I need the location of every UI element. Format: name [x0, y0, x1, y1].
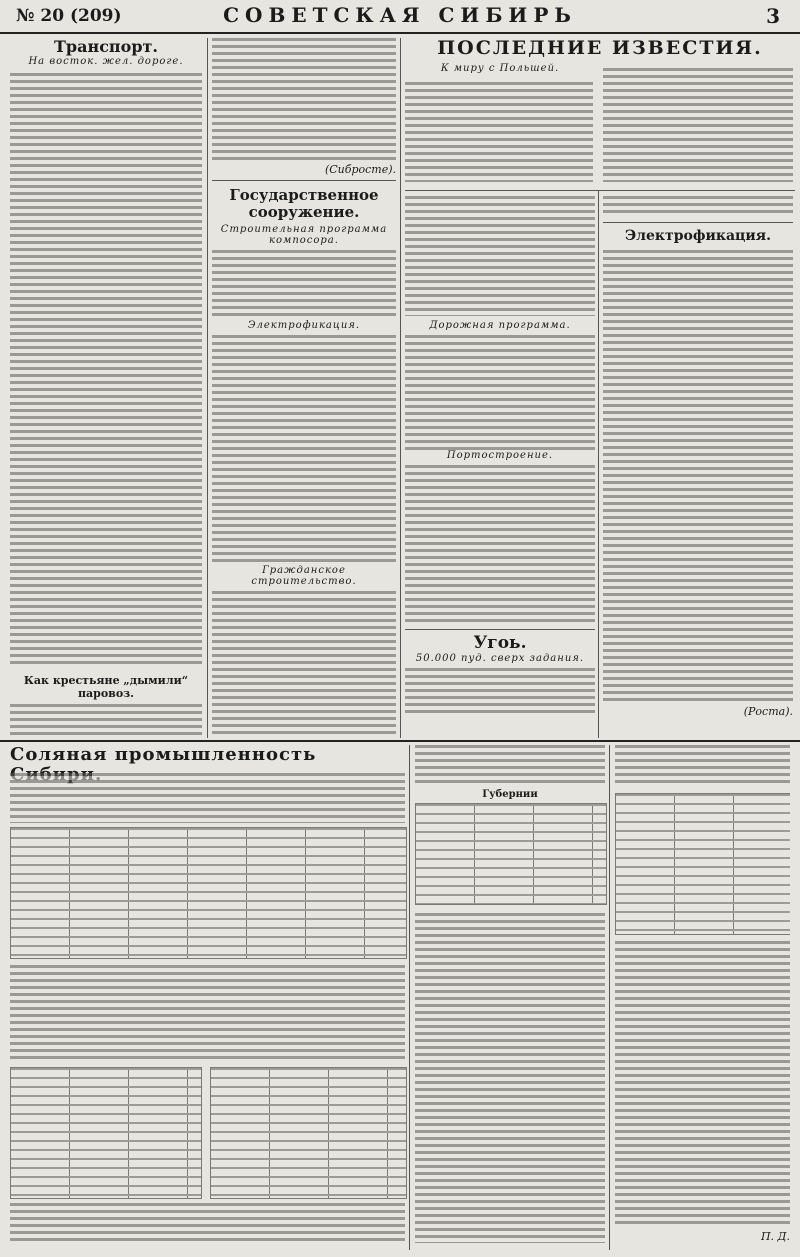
- salt-table-2: [10, 1067, 202, 1199]
- masthead: [0, 0, 800, 34]
- right-text-2: [615, 941, 790, 1226]
- salt-text-2: [10, 965, 405, 1060]
- construction-heading: Государственное сооружение.: [229, 186, 379, 221]
- road-text: [405, 335, 595, 450]
- column-construction: [212, 38, 396, 738]
- electro-text: [212, 335, 396, 565]
- peasants-article-text: [10, 704, 202, 738]
- road-subheading: Дорожная программа.: [429, 320, 571, 331]
- column-electrification: [603, 196, 793, 736]
- coal-heading: Угоь.: [473, 633, 527, 653]
- port-text: [405, 465, 595, 625]
- carryover-text-right: [603, 196, 793, 216]
- mid-text-1: [415, 745, 605, 785]
- coal-plan-text: [405, 196, 595, 316]
- salt-footnotes: [10, 1203, 405, 1245]
- electrification-text: [603, 250, 793, 705]
- column-rule: [598, 190, 599, 738]
- column-rule: [609, 745, 610, 1250]
- mid-text-2: [415, 913, 605, 1243]
- coal-text: [405, 668, 595, 716]
- city-subheading: Гражданское строительство.: [251, 565, 357, 587]
- column-rule: [207, 38, 208, 738]
- latest-news-heading: ПОСЛЕДНИЕ ИЗВЕСТИЯ.: [437, 38, 763, 59]
- workers-table: [615, 793, 790, 935]
- column-coal: [405, 196, 595, 736]
- sibrosta-signature: (Сибросте).: [324, 163, 396, 176]
- port-subheading: Портостроение.: [446, 450, 554, 461]
- right-text-1: [615, 745, 790, 785]
- transport-heading: Транспорт.: [54, 38, 158, 56]
- rosta-signature: (Роста).: [743, 705, 793, 719]
- program-subheading: Строительная программа компосора.: [220, 224, 388, 246]
- peasants-article-title: Как крестьяне „дымили“ паровоз.: [23, 673, 189, 700]
- salt-table-3: [210, 1067, 407, 1199]
- poland-text: [405, 82, 593, 182]
- page-number: 3: [766, 4, 780, 28]
- city-text: [212, 591, 396, 738]
- electrification-heading: Электрофикация.: [625, 228, 771, 244]
- news-right-text: [603, 68, 793, 182]
- newspaper-title: СОВЕТСКАЯ СИБИРЬ: [223, 3, 577, 27]
- program-text: [212, 250, 396, 320]
- salt-table-1: [10, 827, 407, 959]
- coal-subheading: 50.000 пуд. сверх задания.: [415, 652, 585, 664]
- column-transport: [10, 38, 202, 738]
- governorates-table: [415, 803, 607, 905]
- salt-intro-text: [10, 773, 405, 823]
- column-rule: [409, 745, 410, 1250]
- transport-article-text: [10, 73, 202, 668]
- issue-number: № 20 (209): [16, 6, 122, 26]
- latest-news-block: [405, 38, 795, 188]
- table-governorates-label: Губернии: [482, 789, 538, 800]
- salt-industry-section: [10, 745, 790, 1250]
- author-signature: П. Д.: [760, 1230, 790, 1243]
- column-rule: [400, 38, 401, 738]
- electro-subheading: Электрофикация.: [247, 320, 361, 331]
- salt-heading: Соляная промышленность: [10, 745, 317, 765]
- transport-subheading: На восток. жел. дороге.: [28, 55, 184, 67]
- poland-subheading: К миру с Польшей.: [440, 62, 560, 74]
- carryover-text: [212, 38, 396, 163]
